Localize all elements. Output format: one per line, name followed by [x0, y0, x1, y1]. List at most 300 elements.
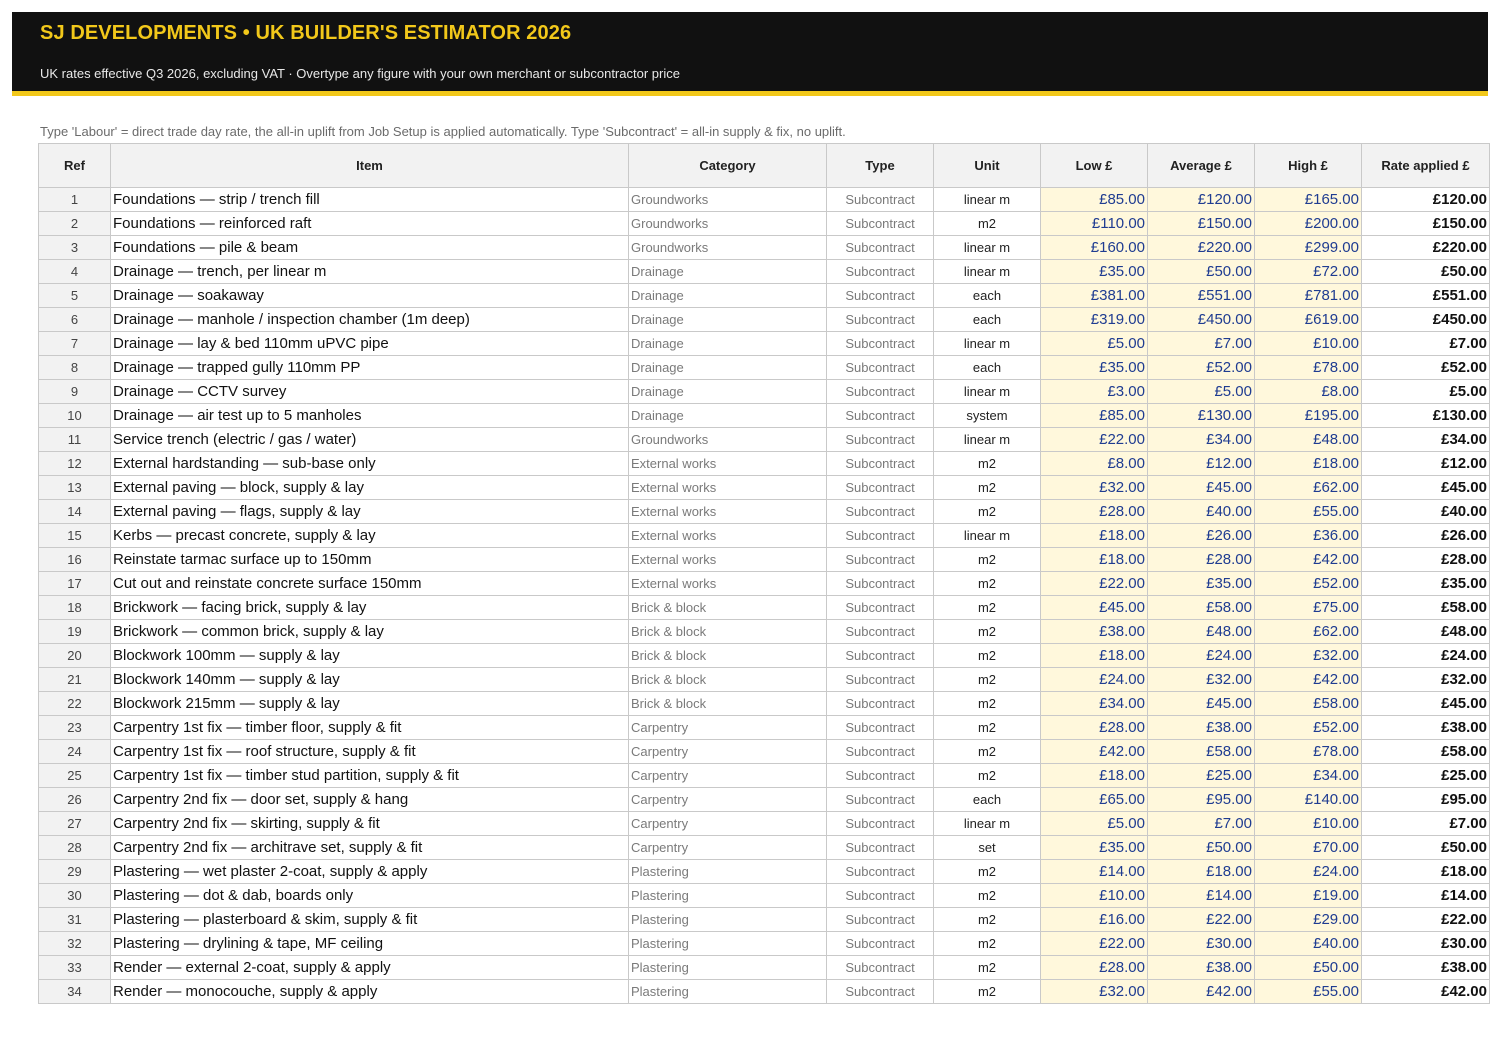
item-cell[interactable]: Carpentry 2nd fix — architrave set, supply & fit — [111, 836, 629, 860]
category-cell[interactable]: Drainage — [629, 284, 827, 308]
category-cell[interactable]: Carpentry — [629, 716, 827, 740]
item-cell[interactable]: Blockwork 215mm — supply & lay — [111, 692, 629, 716]
average-price-cell[interactable]: £22.00 — [1148, 908, 1255, 932]
unit-cell[interactable]: linear m — [934, 812, 1041, 836]
type-cell[interactable]: Subcontract — [827, 788, 934, 812]
average-price-cell[interactable]: £220.00 — [1148, 236, 1255, 260]
low-price-cell[interactable]: £160.00 — [1041, 236, 1148, 260]
low-price-cell[interactable]: £10.00 — [1041, 884, 1148, 908]
item-cell[interactable]: Kerbs — precast concrete, supply & lay — [111, 524, 629, 548]
category-cell[interactable]: Groundworks — [629, 236, 827, 260]
item-cell[interactable]: Brickwork — facing brick, supply & lay — [111, 596, 629, 620]
item-cell[interactable]: Plastering — drylining & tape, MF ceiling — [111, 932, 629, 956]
high-price-cell[interactable]: £781.00 — [1255, 284, 1362, 308]
high-price-cell[interactable]: £10.00 — [1255, 812, 1362, 836]
high-price-cell[interactable]: £195.00 — [1255, 404, 1362, 428]
category-cell[interactable]: Brick & block — [629, 620, 827, 644]
ref-cell[interactable]: 20 — [39, 644, 111, 668]
ref-cell[interactable]: 5 — [39, 284, 111, 308]
ref-cell[interactable]: 14 — [39, 500, 111, 524]
average-price-cell[interactable]: £450.00 — [1148, 308, 1255, 332]
unit-cell[interactable]: linear m — [934, 524, 1041, 548]
average-price-cell[interactable]: £35.00 — [1148, 572, 1255, 596]
rate-applied-cell[interactable]: £14.00 — [1362, 884, 1490, 908]
high-price-cell[interactable]: £78.00 — [1255, 356, 1362, 380]
category-cell[interactable]: Carpentry — [629, 836, 827, 860]
high-price-cell[interactable]: £299.00 — [1255, 236, 1362, 260]
item-cell[interactable]: Reinstate tarmac surface up to 150mm — [111, 548, 629, 572]
category-cell[interactable]: Drainage — [629, 308, 827, 332]
category-cell[interactable]: Brick & block — [629, 692, 827, 716]
type-cell[interactable]: Subcontract — [827, 884, 934, 908]
unit-cell[interactable]: m2 — [934, 692, 1041, 716]
type-cell[interactable]: Subcontract — [827, 236, 934, 260]
type-cell[interactable]: Subcontract — [827, 596, 934, 620]
average-price-cell[interactable]: £48.00 — [1148, 620, 1255, 644]
low-price-cell[interactable]: £32.00 — [1041, 476, 1148, 500]
average-price-cell[interactable]: £18.00 — [1148, 860, 1255, 884]
average-price-cell[interactable]: £30.00 — [1148, 932, 1255, 956]
unit-cell[interactable]: m2 — [934, 980, 1041, 1004]
low-price-cell[interactable]: £28.00 — [1041, 500, 1148, 524]
unit-cell[interactable]: linear m — [934, 260, 1041, 284]
item-cell[interactable]: Render — external 2-coat, supply & apply — [111, 956, 629, 980]
item-cell[interactable]: Drainage — trapped gully 110mm PP — [111, 356, 629, 380]
category-cell[interactable]: Plastering — [629, 956, 827, 980]
rate-applied-cell[interactable]: £26.00 — [1362, 524, 1490, 548]
category-cell[interactable]: Plastering — [629, 932, 827, 956]
ref-cell[interactable]: 24 — [39, 740, 111, 764]
unit-cell[interactable]: m2 — [934, 212, 1041, 236]
rate-applied-cell[interactable]: £52.00 — [1362, 356, 1490, 380]
type-cell[interactable]: Subcontract — [827, 572, 934, 596]
category-cell[interactable]: External works — [629, 524, 827, 548]
rate-applied-cell[interactable]: £22.00 — [1362, 908, 1490, 932]
high-price-cell[interactable]: £36.00 — [1255, 524, 1362, 548]
type-cell[interactable]: Subcontract — [827, 452, 934, 476]
average-price-cell[interactable]: £130.00 — [1148, 404, 1255, 428]
item-cell[interactable]: Carpentry 1st fix — timber floor, supply & fit — [111, 716, 629, 740]
unit-cell[interactable]: m2 — [934, 500, 1041, 524]
item-cell[interactable]: External hardstanding — sub-base only — [111, 452, 629, 476]
high-price-cell[interactable]: £619.00 — [1255, 308, 1362, 332]
unit-cell[interactable]: m2 — [934, 620, 1041, 644]
item-cell[interactable]: Foundations — pile & beam — [111, 236, 629, 260]
low-price-cell[interactable]: £5.00 — [1041, 812, 1148, 836]
rate-applied-cell[interactable]: £35.00 — [1362, 572, 1490, 596]
average-price-cell[interactable]: £38.00 — [1148, 716, 1255, 740]
category-cell[interactable]: Plastering — [629, 884, 827, 908]
type-cell[interactable]: Subcontract — [827, 764, 934, 788]
unit-cell[interactable]: system — [934, 404, 1041, 428]
item-cell[interactable]: Carpentry 1st fix — timber stud partition, supply & fit — [111, 764, 629, 788]
average-price-cell[interactable]: £150.00 — [1148, 212, 1255, 236]
low-price-cell[interactable]: £110.00 — [1041, 212, 1148, 236]
category-cell[interactable]: Carpentry — [629, 812, 827, 836]
type-cell[interactable]: Subcontract — [827, 860, 934, 884]
high-price-cell[interactable]: £52.00 — [1255, 716, 1362, 740]
unit-cell[interactable]: m2 — [934, 668, 1041, 692]
high-price-cell[interactable]: £72.00 — [1255, 260, 1362, 284]
ref-cell[interactable]: 12 — [39, 452, 111, 476]
ref-cell[interactable]: 21 — [39, 668, 111, 692]
category-cell[interactable]: Brick & block — [629, 596, 827, 620]
unit-cell[interactable]: m2 — [934, 452, 1041, 476]
high-price-cell[interactable]: £78.00 — [1255, 740, 1362, 764]
average-price-cell[interactable]: £38.00 — [1148, 956, 1255, 980]
average-price-cell[interactable]: £50.00 — [1148, 260, 1255, 284]
low-price-cell[interactable]: £32.00 — [1041, 980, 1148, 1004]
average-price-cell[interactable]: £58.00 — [1148, 740, 1255, 764]
item-cell[interactable]: Blockwork 100mm — supply & lay — [111, 644, 629, 668]
ref-cell[interactable]: 18 — [39, 596, 111, 620]
ref-cell[interactable]: 34 — [39, 980, 111, 1004]
low-price-cell[interactable]: £8.00 — [1041, 452, 1148, 476]
low-price-cell[interactable]: £381.00 — [1041, 284, 1148, 308]
ref-cell[interactable]: 4 — [39, 260, 111, 284]
high-price-cell[interactable]: £32.00 — [1255, 644, 1362, 668]
low-price-cell[interactable]: £22.00 — [1041, 428, 1148, 452]
high-price-cell[interactable]: £34.00 — [1255, 764, 1362, 788]
type-cell[interactable]: Subcontract — [827, 500, 934, 524]
high-price-cell[interactable]: £62.00 — [1255, 476, 1362, 500]
unit-cell[interactable]: each — [934, 356, 1041, 380]
rate-applied-cell[interactable]: £58.00 — [1362, 596, 1490, 620]
category-cell[interactable]: Carpentry — [629, 788, 827, 812]
unit-cell[interactable]: m2 — [934, 860, 1041, 884]
unit-cell[interactable]: m2 — [934, 956, 1041, 980]
category-cell[interactable]: Drainage — [629, 260, 827, 284]
rate-applied-cell[interactable]: £130.00 — [1362, 404, 1490, 428]
type-cell[interactable]: Subcontract — [827, 980, 934, 1004]
high-price-cell[interactable]: £55.00 — [1255, 500, 1362, 524]
item-cell[interactable]: Plastering — dot & dab, boards only — [111, 884, 629, 908]
high-price-cell[interactable]: £140.00 — [1255, 788, 1362, 812]
high-price-cell[interactable]: £48.00 — [1255, 428, 1362, 452]
ref-cell[interactable]: 27 — [39, 812, 111, 836]
rate-applied-cell[interactable]: £551.00 — [1362, 284, 1490, 308]
unit-cell[interactable]: each — [934, 788, 1041, 812]
high-price-cell[interactable]: £52.00 — [1255, 572, 1362, 596]
ref-cell[interactable]: 6 — [39, 308, 111, 332]
ref-cell[interactable]: 26 — [39, 788, 111, 812]
high-price-cell[interactable]: £24.00 — [1255, 860, 1362, 884]
low-price-cell[interactable]: £28.00 — [1041, 956, 1148, 980]
category-cell[interactable]: Drainage — [629, 356, 827, 380]
category-cell[interactable]: Groundworks — [629, 212, 827, 236]
rate-applied-cell[interactable]: £30.00 — [1362, 932, 1490, 956]
unit-cell[interactable]: linear m — [934, 332, 1041, 356]
ref-cell[interactable]: 22 — [39, 692, 111, 716]
item-cell[interactable]: Foundations — reinforced raft — [111, 212, 629, 236]
low-price-cell[interactable]: £319.00 — [1041, 308, 1148, 332]
category-cell[interactable]: Drainage — [629, 404, 827, 428]
rate-applied-cell[interactable]: £95.00 — [1362, 788, 1490, 812]
ref-cell[interactable]: 29 — [39, 860, 111, 884]
ref-cell[interactable]: 9 — [39, 380, 111, 404]
category-cell[interactable]: Groundworks — [629, 428, 827, 452]
type-cell[interactable]: Subcontract — [827, 836, 934, 860]
item-cell[interactable]: Brickwork — common brick, supply & lay — [111, 620, 629, 644]
item-cell[interactable]: Plastering — wet plaster 2-coat, supply & apply — [111, 860, 629, 884]
rate-applied-cell[interactable]: £150.00 — [1362, 212, 1490, 236]
rate-applied-cell[interactable]: £5.00 — [1362, 380, 1490, 404]
unit-cell[interactable]: linear m — [934, 236, 1041, 260]
item-cell[interactable]: Blockwork 140mm — supply & lay — [111, 668, 629, 692]
low-price-cell[interactable]: £18.00 — [1041, 764, 1148, 788]
ref-cell[interactable]: 7 — [39, 332, 111, 356]
type-cell[interactable]: Subcontract — [827, 932, 934, 956]
rate-applied-cell[interactable]: £50.00 — [1362, 836, 1490, 860]
rate-applied-cell[interactable]: £32.00 — [1362, 668, 1490, 692]
high-price-cell[interactable]: £42.00 — [1255, 668, 1362, 692]
average-price-cell[interactable]: £32.00 — [1148, 668, 1255, 692]
item-cell[interactable]: Cut out and reinstate concrete surface 150mm — [111, 572, 629, 596]
ref-cell[interactable]: 2 — [39, 212, 111, 236]
type-cell[interactable]: Subcontract — [827, 260, 934, 284]
average-price-cell[interactable]: £40.00 — [1148, 500, 1255, 524]
rate-applied-cell[interactable]: £50.00 — [1362, 260, 1490, 284]
type-cell[interactable]: Subcontract — [827, 740, 934, 764]
high-price-cell[interactable]: £58.00 — [1255, 692, 1362, 716]
ref-cell[interactable]: 32 — [39, 932, 111, 956]
type-cell[interactable]: Subcontract — [827, 212, 934, 236]
ref-cell[interactable]: 17 — [39, 572, 111, 596]
category-cell[interactable]: Groundworks — [629, 188, 827, 212]
rate-applied-cell[interactable]: £34.00 — [1362, 428, 1490, 452]
type-cell[interactable]: Subcontract — [827, 692, 934, 716]
type-cell[interactable]: Subcontract — [827, 524, 934, 548]
ref-cell[interactable]: 10 — [39, 404, 111, 428]
item-cell[interactable]: Carpentry 2nd fix — skirting, supply & fit — [111, 812, 629, 836]
high-price-cell[interactable]: £19.00 — [1255, 884, 1362, 908]
average-price-cell[interactable]: £12.00 — [1148, 452, 1255, 476]
average-price-cell[interactable]: £95.00 — [1148, 788, 1255, 812]
unit-cell[interactable]: m2 — [934, 476, 1041, 500]
low-price-cell[interactable]: £45.00 — [1041, 596, 1148, 620]
type-cell[interactable]: Subcontract — [827, 476, 934, 500]
unit-cell[interactable]: m2 — [934, 596, 1041, 620]
category-cell[interactable]: Drainage — [629, 380, 827, 404]
unit-cell[interactable]: linear m — [934, 188, 1041, 212]
average-price-cell[interactable]: £551.00 — [1148, 284, 1255, 308]
high-price-cell[interactable]: £18.00 — [1255, 452, 1362, 476]
category-cell[interactable]: Plastering — [629, 908, 827, 932]
rate-applied-cell[interactable]: £28.00 — [1362, 548, 1490, 572]
category-cell[interactable]: External works — [629, 476, 827, 500]
rate-applied-cell[interactable]: £24.00 — [1362, 644, 1490, 668]
unit-cell[interactable]: m2 — [934, 644, 1041, 668]
unit-cell[interactable]: each — [934, 308, 1041, 332]
high-price-cell[interactable]: £62.00 — [1255, 620, 1362, 644]
unit-cell[interactable]: linear m — [934, 428, 1041, 452]
rate-applied-cell[interactable]: £45.00 — [1362, 476, 1490, 500]
unit-cell[interactable]: m2 — [934, 740, 1041, 764]
type-cell[interactable]: Subcontract — [827, 956, 934, 980]
ref-cell[interactable]: 25 — [39, 764, 111, 788]
low-price-cell[interactable]: £28.00 — [1041, 716, 1148, 740]
average-price-cell[interactable]: £7.00 — [1148, 812, 1255, 836]
item-cell[interactable]: Drainage — manhole / inspection chamber (1m deep) — [111, 308, 629, 332]
low-price-cell[interactable]: £22.00 — [1041, 572, 1148, 596]
rate-applied-cell[interactable]: £58.00 — [1362, 740, 1490, 764]
type-cell[interactable]: Subcontract — [827, 308, 934, 332]
average-price-cell[interactable]: £26.00 — [1148, 524, 1255, 548]
category-cell[interactable]: Plastering — [629, 860, 827, 884]
unit-cell[interactable]: linear m — [934, 380, 1041, 404]
item-cell[interactable]: Carpentry 2nd fix — door set, supply & hang — [111, 788, 629, 812]
rate-applied-cell[interactable]: £12.00 — [1362, 452, 1490, 476]
rate-applied-cell[interactable]: £45.00 — [1362, 692, 1490, 716]
item-cell[interactable]: Plastering — plasterboard & skim, supply & fit — [111, 908, 629, 932]
type-cell[interactable]: Subcontract — [827, 284, 934, 308]
category-cell[interactable]: External works — [629, 548, 827, 572]
average-price-cell[interactable]: £50.00 — [1148, 836, 1255, 860]
ref-cell[interactable]: 30 — [39, 884, 111, 908]
low-price-cell[interactable]: £18.00 — [1041, 548, 1148, 572]
low-price-cell[interactable]: £18.00 — [1041, 644, 1148, 668]
item-cell[interactable]: Drainage — CCTV survey — [111, 380, 629, 404]
high-price-cell[interactable]: £70.00 — [1255, 836, 1362, 860]
item-cell[interactable]: External paving — flags, supply & lay — [111, 500, 629, 524]
unit-cell[interactable]: m2 — [934, 572, 1041, 596]
average-price-cell[interactable]: £5.00 — [1148, 380, 1255, 404]
low-price-cell[interactable]: £35.00 — [1041, 836, 1148, 860]
unit-cell[interactable]: m2 — [934, 884, 1041, 908]
low-price-cell[interactable]: £38.00 — [1041, 620, 1148, 644]
category-cell[interactable]: Carpentry — [629, 740, 827, 764]
high-price-cell[interactable]: £50.00 — [1255, 956, 1362, 980]
item-cell[interactable]: Drainage — trench, per linear m — [111, 260, 629, 284]
high-price-cell[interactable]: £40.00 — [1255, 932, 1362, 956]
average-price-cell[interactable]: £52.00 — [1148, 356, 1255, 380]
average-price-cell[interactable]: £7.00 — [1148, 332, 1255, 356]
rate-applied-cell[interactable]: £48.00 — [1362, 620, 1490, 644]
average-price-cell[interactable]: £120.00 — [1148, 188, 1255, 212]
low-price-cell[interactable]: £5.00 — [1041, 332, 1148, 356]
item-cell[interactable]: External paving — block, supply & lay — [111, 476, 629, 500]
ref-cell[interactable]: 19 — [39, 620, 111, 644]
high-price-cell[interactable]: £42.00 — [1255, 548, 1362, 572]
rate-applied-cell[interactable]: £450.00 — [1362, 308, 1490, 332]
category-cell[interactable]: Brick & block — [629, 668, 827, 692]
type-cell[interactable]: Subcontract — [827, 812, 934, 836]
unit-cell[interactable]: m2 — [934, 908, 1041, 932]
rate-applied-cell[interactable]: £38.00 — [1362, 716, 1490, 740]
type-cell[interactable]: Subcontract — [827, 908, 934, 932]
rate-applied-cell[interactable]: £220.00 — [1362, 236, 1490, 260]
low-price-cell[interactable]: £22.00 — [1041, 932, 1148, 956]
type-cell[interactable]: Subcontract — [827, 716, 934, 740]
item-cell[interactable]: Drainage — lay & bed 110mm uPVC pipe — [111, 332, 629, 356]
high-price-cell[interactable]: £55.00 — [1255, 980, 1362, 1004]
average-price-cell[interactable]: £45.00 — [1148, 476, 1255, 500]
category-cell[interactable]: Brick & block — [629, 644, 827, 668]
item-cell[interactable]: Render — monocouche, supply & apply — [111, 980, 629, 1004]
average-price-cell[interactable]: £42.00 — [1148, 980, 1255, 1004]
type-cell[interactable]: Subcontract — [827, 188, 934, 212]
high-price-cell[interactable]: £10.00 — [1255, 332, 1362, 356]
ref-cell[interactable]: 3 — [39, 236, 111, 260]
rate-applied-cell[interactable]: £18.00 — [1362, 860, 1490, 884]
item-cell[interactable]: Service trench (electric / gas / water) — [111, 428, 629, 452]
average-price-cell[interactable]: £14.00 — [1148, 884, 1255, 908]
ref-cell[interactable]: 15 — [39, 524, 111, 548]
ref-cell[interactable]: 8 — [39, 356, 111, 380]
average-price-cell[interactable]: £45.00 — [1148, 692, 1255, 716]
category-cell[interactable]: Plastering — [629, 980, 827, 1004]
high-price-cell[interactable]: £29.00 — [1255, 908, 1362, 932]
rate-applied-cell[interactable]: £42.00 — [1362, 980, 1490, 1004]
low-price-cell[interactable]: £35.00 — [1041, 260, 1148, 284]
low-price-cell[interactable]: £14.00 — [1041, 860, 1148, 884]
rate-applied-cell[interactable]: £7.00 — [1362, 812, 1490, 836]
low-price-cell[interactable]: £16.00 — [1041, 908, 1148, 932]
type-cell[interactable]: Subcontract — [827, 356, 934, 380]
ref-cell[interactable]: 28 — [39, 836, 111, 860]
low-price-cell[interactable]: £18.00 — [1041, 524, 1148, 548]
average-price-cell[interactable]: £25.00 — [1148, 764, 1255, 788]
high-price-cell[interactable]: £75.00 — [1255, 596, 1362, 620]
category-cell[interactable]: External works — [629, 452, 827, 476]
type-cell[interactable]: Subcontract — [827, 380, 934, 404]
average-price-cell[interactable]: £58.00 — [1148, 596, 1255, 620]
low-price-cell[interactable]: £42.00 — [1041, 740, 1148, 764]
unit-cell[interactable]: m2 — [934, 764, 1041, 788]
low-price-cell[interactable]: £34.00 — [1041, 692, 1148, 716]
type-cell[interactable]: Subcontract — [827, 404, 934, 428]
category-cell[interactable]: External works — [629, 572, 827, 596]
ref-cell[interactable]: 33 — [39, 956, 111, 980]
ref-cell[interactable]: 1 — [39, 188, 111, 212]
average-price-cell[interactable]: £34.00 — [1148, 428, 1255, 452]
item-cell[interactable]: Drainage — soakaway — [111, 284, 629, 308]
category-cell[interactable]: Drainage — [629, 332, 827, 356]
low-price-cell[interactable]: £3.00 — [1041, 380, 1148, 404]
high-price-cell[interactable]: £200.00 — [1255, 212, 1362, 236]
high-price-cell[interactable]: £165.00 — [1255, 188, 1362, 212]
unit-cell[interactable]: set — [934, 836, 1041, 860]
ref-cell[interactable]: 11 — [39, 428, 111, 452]
rate-applied-cell[interactable]: £120.00 — [1362, 188, 1490, 212]
ref-cell[interactable]: 31 — [39, 908, 111, 932]
type-cell[interactable]: Subcontract — [827, 548, 934, 572]
low-price-cell[interactable]: £85.00 — [1041, 188, 1148, 212]
category-cell[interactable]: Carpentry — [629, 764, 827, 788]
low-price-cell[interactable]: £65.00 — [1041, 788, 1148, 812]
item-cell[interactable]: Drainage — air test up to 5 manholes — [111, 404, 629, 428]
unit-cell[interactable]: m2 — [934, 932, 1041, 956]
rate-applied-cell[interactable]: £25.00 — [1362, 764, 1490, 788]
type-cell[interactable]: Subcontract — [827, 620, 934, 644]
item-cell[interactable]: Carpentry 1st fix — roof structure, supply & fit — [111, 740, 629, 764]
low-price-cell[interactable]: £85.00 — [1041, 404, 1148, 428]
ref-cell[interactable]: 23 — [39, 716, 111, 740]
low-price-cell[interactable]: £24.00 — [1041, 668, 1148, 692]
item-cell[interactable]: Foundations — strip / trench fill — [111, 188, 629, 212]
unit-cell[interactable]: m2 — [934, 716, 1041, 740]
type-cell[interactable]: Subcontract — [827, 644, 934, 668]
average-price-cell[interactable]: £28.00 — [1148, 548, 1255, 572]
low-price-cell[interactable]: £35.00 — [1041, 356, 1148, 380]
rate-applied-cell[interactable]: £40.00 — [1362, 500, 1490, 524]
category-cell[interactable]: External works — [629, 500, 827, 524]
ref-cell[interactable]: 13 — [39, 476, 111, 500]
average-price-cell[interactable]: £24.00 — [1148, 644, 1255, 668]
ref-cell[interactable]: 16 — [39, 548, 111, 572]
type-cell[interactable]: Subcontract — [827, 668, 934, 692]
type-cell[interactable]: Subcontract — [827, 332, 934, 356]
